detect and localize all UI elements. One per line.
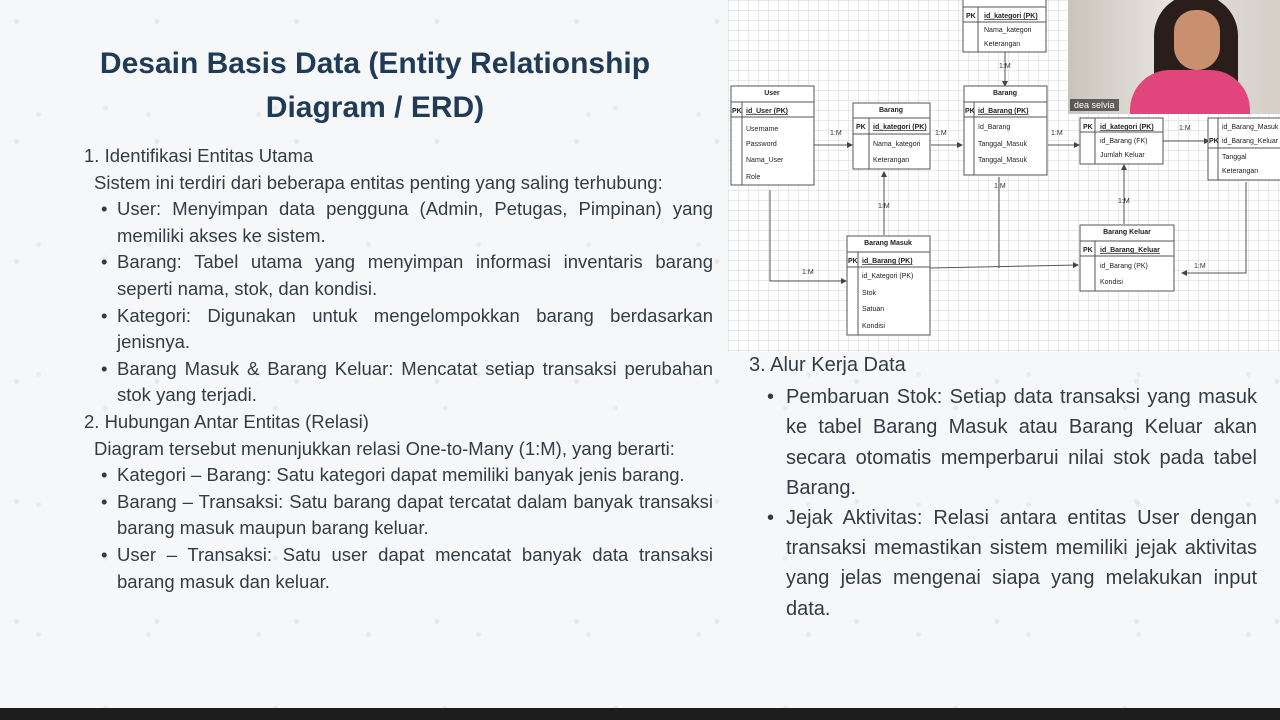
entity-field: id_Barang (PK): [1100, 263, 1148, 270]
list-item: • Jejak Aktivitas: Relasi antara entitas User dengan transaksi memastikan sistem memiliki jejak aktivitas yang jelas mengenai siapa yang melakukan input data.: [749, 503, 1257, 624]
entity-field: Satuan: [862, 306, 885, 313]
relation-label: 1:M: [1051, 130, 1063, 137]
list-item: • Barang: Tabel utama yang menyimpan informasi inventaris barang seperti nama, stok, dan kondisi.: [84, 249, 713, 302]
entity-field: Tanggal: [1222, 154, 1247, 161]
entity-pk: id_Barang (PK): [978, 108, 1029, 115]
list-item: • Kategori: Digunakan untuk mengelompokkan barang berdasarkan jenisnya.: [84, 303, 713, 356]
entity-title: Barang: [992, 90, 1018, 97]
pk-label: PK: [848, 258, 858, 265]
entity-title: User: [764, 90, 780, 97]
entity-barang: [964, 86, 1047, 175]
entity-field: Kondisi: [862, 323, 885, 330]
pk-label: PK: [1209, 138, 1219, 145]
entity-field: Nama_kategori: [873, 141, 921, 148]
entity-detail: [1080, 118, 1163, 164]
right-column: [749, 350, 1257, 624]
relation-label: 1:M: [999, 63, 1011, 70]
section-2-intro: Diagram tersebut menunjukkan relasi One-to-Many (1:M), yang berarti:: [94, 437, 675, 459]
entity-title: Barang: [878, 107, 904, 114]
entity-field: id_Barang_Masuk: [1222, 124, 1279, 131]
entity-field: Tanggal_Masuk: [978, 141, 1028, 148]
entity-field: Username: [746, 126, 779, 133]
entity-barang-kategori: [853, 103, 930, 169]
entity-field: id_Barang_Keluar: [1222, 138, 1279, 145]
relation-label: 1:M: [1194, 263, 1206, 270]
entity-user: [731, 86, 814, 185]
relation-label: 1:M: [1118, 198, 1130, 205]
pk-label: PK: [1083, 247, 1093, 254]
entity-pk: id_User (PK): [746, 108, 789, 115]
entity-field: Keterangan: [1222, 168, 1259, 175]
relation-label: 1:M: [1179, 125, 1191, 132]
entity-transaksi: [1208, 118, 1280, 180]
list-item: • Barang – Transaksi: Satu barang dapat tercatat dalam banyak transaksi barang masuk maupun barang keluar.: [84, 489, 713, 542]
section-1-list: [84, 196, 713, 409]
relation-label: 1:M: [994, 183, 1006, 190]
pk-label: PK: [1083, 124, 1093, 131]
left-column: [84, 143, 713, 595]
pk-label: PK: [732, 108, 742, 115]
entity-pk: id_kategori (PK): [1100, 124, 1154, 131]
participant-video-tile[interactable]: [1068, 0, 1280, 114]
section-3-heading: 3. Alur Kerja Data: [749, 354, 906, 376]
entity-field: Stok: [862, 290, 877, 297]
section-3-list: [749, 382, 1257, 624]
list-item: • User – Transaksi: Satu user dapat mencatat banyak data transaksi barang masuk dan keluar.: [84, 542, 713, 595]
entity-field: Password: [746, 141, 777, 148]
entity-field: Jumlah Keluar: [1100, 152, 1145, 159]
entity-barang-keluar: [1080, 225, 1174, 291]
relation-label: 1:M: [878, 203, 890, 210]
entity-field: Tanggal_Masuk: [978, 157, 1028, 164]
section-1-heading: 1. Identifikasi Entitas Utama: [84, 145, 314, 166]
participant-name-label: dea selvia: [1070, 99, 1119, 111]
slide-title: Desain Basis Data (Entity Relationship Diagram / ERD): [99, 47, 651, 124]
entity-field: Id_Barang: [978, 124, 1011, 131]
entity-field: Kondisi: [1100, 279, 1123, 286]
entity-pk: id_kategori (PK): [984, 13, 1038, 20]
entity-kategori: [963, 0, 1046, 52]
entity-title: Barang Masuk: [864, 240, 912, 247]
bottom-bar: [0, 708, 1280, 720]
participant-face: [1174, 10, 1220, 70]
pk-label: PK: [965, 108, 975, 115]
entity-barang-masuk: [847, 236, 930, 335]
list-item: • User: Menyimpan data pengguna (Admin, Petugas, Pimpinan) yang memiliki akses ke sistem.: [84, 196, 713, 249]
section-2-list: [84, 462, 713, 595]
entity-pk: id_kategori (PK): [873, 124, 927, 131]
list-item: • Kategori – Barang: Satu kategori dapat memiliki banyak jenis barang.: [84, 462, 713, 489]
entity-title: Barang Keluar: [1103, 229, 1151, 236]
entity-field: Nama_User: [746, 157, 784, 164]
entity-field: id_Kategori (PK): [862, 273, 914, 280]
participant-shirt: [1130, 70, 1250, 114]
entity-field: Keterangan: [873, 157, 910, 164]
relation-label: 1:M: [802, 269, 814, 276]
relation-label: 1:M: [830, 130, 842, 137]
entity-field: Keterangan: [984, 41, 1021, 48]
pk-label: PK: [856, 124, 866, 131]
entity-pk: id_Barang (PK): [862, 258, 913, 265]
entity-field: Nama_kategori: [984, 27, 1032, 34]
entity-pk: id_Barang_Keluar: [1100, 247, 1160, 254]
list-item: • Pembaruan Stok: Setiap data transaksi yang masuk ke tabel Barang Masuk atau Barang Keluar akan secara otomatis memperbarui nilai stok pada tabel Barang.: [749, 382, 1257, 503]
entity-field: id_Barang (FK): [1100, 138, 1148, 145]
entity-field: Role: [746, 174, 761, 181]
relation-label: 1:M: [935, 130, 947, 137]
pk-label: PK: [966, 13, 976, 20]
section-1-intro: Sistem ini terdiri dari beberapa entitas penting yang saling terhubung:: [94, 171, 663, 193]
list-item: • Barang Masuk & Barang Keluar: Mencatat setiap transaksi perubahan stok yang terjadi.: [84, 356, 713, 409]
section-2-heading: 2. Hubungan Antar Entitas (Relasi): [84, 410, 369, 432]
